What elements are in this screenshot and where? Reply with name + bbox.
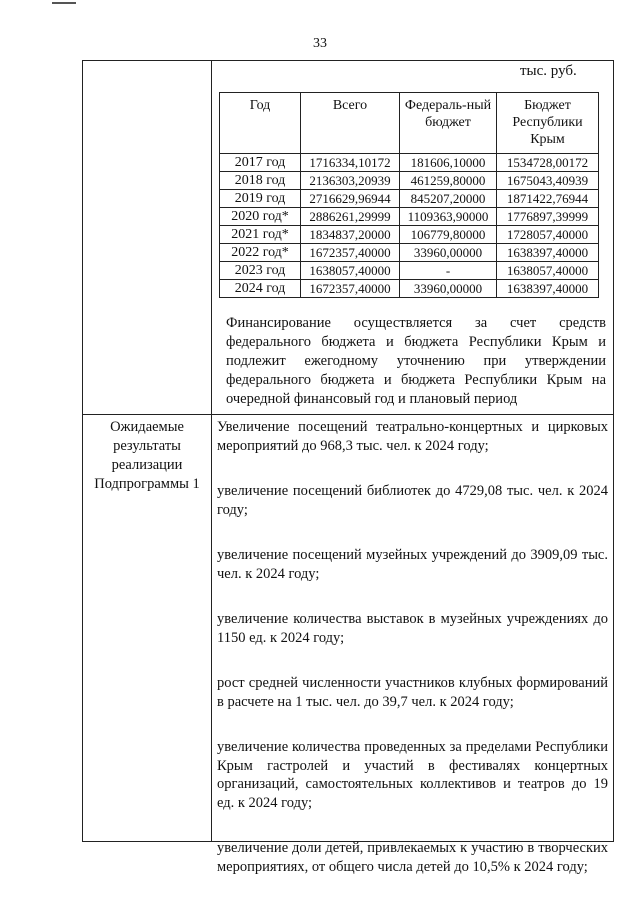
crimea-cell: 1776897,39999	[497, 208, 599, 226]
federal-cell: 106779,80000	[400, 226, 497, 244]
result-item: увеличение посещений библиотек до 4729,08 тыс. чел. к 2024 году;	[217, 483, 608, 518]
year-cell: 2023 год	[220, 262, 301, 280]
crimea-cell: 1638057,40000	[497, 262, 599, 280]
financing-table-header-row	[220, 93, 599, 154]
total-cell: 2716629,96944	[301, 190, 400, 208]
table-row	[220, 244, 599, 262]
crimea-cell: 1638397,40000	[497, 244, 599, 262]
federal-cell: -	[400, 262, 497, 280]
year-cell: 2021 год*	[220, 226, 301, 244]
table-row	[220, 262, 599, 280]
federal-cell: 33960,00000	[400, 280, 497, 298]
table-row	[220, 154, 599, 172]
result-item: увеличение доли детей, привлекаемых к участию в творческих мероприятиях, от общего числа детей до 10,5% к 2024 году;	[217, 840, 608, 875]
year-cell: 2018 год	[220, 172, 301, 190]
result-item: рост средней численности участников клубных формирований в расчете на 1 тыс. чел. до 39,7 чел. к 2024 году;	[217, 675, 608, 710]
result-item: увеличение количества выставок в музейных учреждениях до 1150 ед. к 2024 году;	[217, 611, 608, 646]
financing-table	[219, 92, 599, 298]
table-column-divider	[211, 60, 212, 842]
result-item: увеличение посещений музейных учреждений до 3909,09 тыс. чел. к 2024 году;	[217, 547, 608, 582]
crimea-cell: 1871422,76944	[497, 190, 599, 208]
scan-artifact-line	[52, 2, 76, 4]
crimea-cell: 1534728,00172	[497, 154, 599, 172]
result-item: Увеличение посещений театрально-концертных и цирковых мероприятий до 968,3 тыс. чел. к 2024 году;	[217, 419, 608, 454]
table-top-border	[82, 60, 614, 61]
year-cell: 2022 год*	[220, 244, 301, 262]
table-row	[220, 226, 599, 244]
year-cell: 2017 год	[220, 154, 301, 172]
total-cell: 1638057,40000	[301, 262, 400, 280]
federal-cell: 845207,20000	[400, 190, 497, 208]
table-row-divider	[82, 414, 614, 415]
total-cell: 1716334,10172	[301, 154, 400, 172]
crimea-cell: 1638397,40000	[497, 280, 599, 298]
table-right-border	[613, 60, 614, 842]
header-federal-budget: Федераль-ный бюджет	[400, 93, 497, 154]
expected-results-list	[217, 418, 608, 903]
federal-cell: 461259,80000	[400, 172, 497, 190]
crimea-cell: 1675043,40939	[497, 172, 599, 190]
total-cell: 1834837,20000	[301, 226, 400, 244]
crimea-cell: 1728057,40000	[497, 226, 599, 244]
federal-cell: 1109363,90000	[400, 208, 497, 226]
results-label: Ожидаемые результаты реализации Подпрограммы 1	[94, 419, 200, 492]
year-cell: 2019 год	[220, 190, 301, 208]
year-cell: 2024 год	[220, 280, 301, 298]
total-cell: 2136303,20939	[301, 172, 400, 190]
header-total: Всего	[301, 93, 400, 154]
table-left-border	[82, 60, 83, 842]
total-cell: 1672357,40000	[301, 244, 400, 262]
currency-unit-label: тыс. руб.	[520, 63, 577, 79]
year-cell: 2020 год*	[220, 208, 301, 226]
total-cell: 1672357,40000	[301, 280, 400, 298]
federal-cell: 181606,10000	[400, 154, 497, 172]
header-year: Год	[220, 93, 301, 154]
table-row	[220, 280, 599, 298]
result-item: увеличение количества проведенных за пределами Республики Крым гастролей и участий в фестивалях концертных организаций, самостоятельных коллективов и театров до 19 ед. к 2024 году;	[217, 739, 608, 811]
federal-cell: 33960,00000	[400, 244, 497, 262]
financing-note: Финансирование осуществляется за счет средств федерального бюджета и бюджета Республики Крым и подлежит ежегодному уточнению при утверждении федерального бюджета и бюджета Республики Крым на очередной финансовый год и плановый период	[226, 315, 606, 407]
total-cell: 2886261,29999	[301, 208, 400, 226]
table-row	[220, 190, 599, 208]
table-row	[220, 172, 599, 190]
table-row	[220, 208, 599, 226]
page-number: 33	[313, 36, 327, 51]
header-crimea-budget: Бюджет Республики Крым	[497, 93, 599, 154]
